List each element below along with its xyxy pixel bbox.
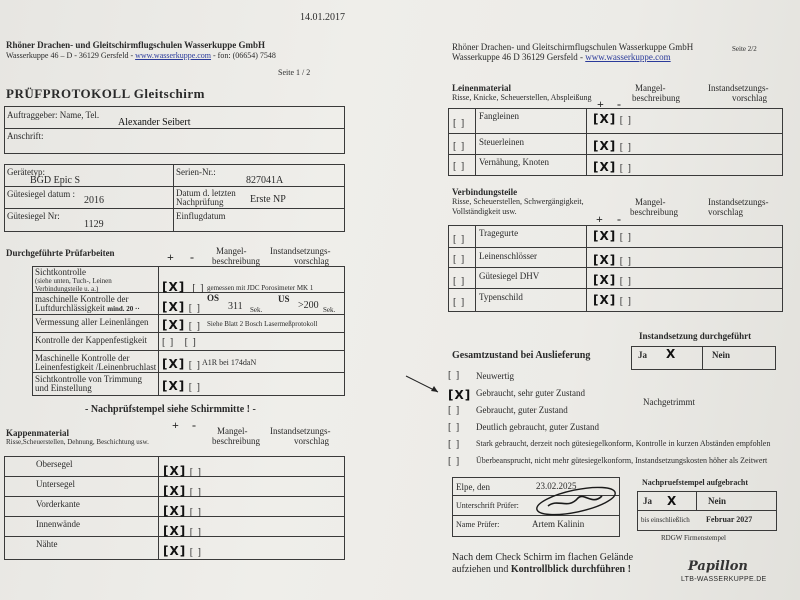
device-type-value: BGD Epic S [30, 175, 80, 186]
connectors-row-box[interactable]: [ ] [453, 276, 466, 287]
condition-box[interactable]: [ ] [448, 439, 461, 450]
plus-sign: + [172, 418, 179, 432]
place-date-value: 23.02.2025 [536, 481, 577, 491]
divider [32, 372, 344, 373]
lines-header: Leinenmaterial [452, 83, 511, 93]
divider [173, 164, 174, 231]
yes-label: Ja [638, 350, 647, 360]
lines-row-box[interactable]: [ ] [453, 118, 466, 129]
defect-header: Mangel- [635, 197, 666, 207]
trim-check-label-2: und Einstellung [35, 383, 92, 393]
divider [448, 133, 782, 134]
minus-sign: - [617, 212, 621, 226]
left-company: Rhöner Drachen- und Gleitschirmflugschulen Wasserkuppe GmbH [6, 40, 265, 50]
divider [448, 267, 782, 268]
valid-until-value: Februar 2027 [706, 515, 753, 524]
divider [448, 154, 782, 155]
yes-label: Ja [643, 496, 652, 506]
trim-check-boxes[interactable]: [X] [ ] [162, 379, 201, 393]
condition-box[interactable]: [ ] [448, 456, 461, 467]
os-value: 311 [228, 301, 243, 312]
repair-done-yes-mark[interactable]: X [666, 347, 676, 361]
us-label: US [278, 294, 290, 304]
repair-header: Instandsetzungs- [708, 197, 769, 207]
canopy-row-boxes[interactable]: [X] [ ] [163, 464, 202, 478]
canopy-header: Kappenmaterial [6, 428, 69, 438]
air-permeability-boxes[interactable]: [X] [ ] [162, 300, 201, 314]
connectors-row-label: Typenschild [479, 292, 523, 302]
os-unit: Sek. [250, 306, 263, 314]
connectors-header: Verbindungsteile [452, 187, 518, 197]
stamp-yes-mark[interactable]: X [667, 494, 677, 508]
repair-header-2: vorschlag [294, 436, 329, 446]
lines-row-boxes[interactable]: [X] [ ] [593, 160, 632, 174]
connectors-row-boxes[interactable]: [X] [ ] [593, 229, 632, 243]
customer-label: Auftraggeber: Name, Tel. [7, 110, 100, 120]
defect-header: Mangel- [635, 83, 666, 93]
minus-sign: - [190, 250, 194, 264]
stamp-header: Nachpruefstempel aufgebracht [642, 478, 748, 487]
left-address-line [6, 51, 276, 60]
plus-sign: + [167, 250, 174, 264]
us-value: >200 [298, 300, 319, 311]
porosimeter-note: gemessen mit JDC Porosimeter MK 1 [207, 284, 314, 292]
repair-header-2: vorschlag [708, 207, 743, 217]
overall-condition-header: Gesamtzustand bei Auslieferung [452, 350, 591, 361]
defect-header-2: beschreibung [632, 93, 680, 103]
visual-check-label: Sichtkontrolle [35, 267, 86, 277]
repair-done-header: Instandsetzung durchgeführt [639, 331, 752, 341]
us-unit: Sek. [323, 306, 336, 314]
divider [475, 225, 476, 311]
lines-row-label: Fangleinen [479, 111, 519, 121]
last-check-value: Erste NP [250, 194, 286, 205]
valid-until-label: bis einschließlich [641, 516, 690, 524]
divider [448, 288, 782, 289]
connectors-row-boxes[interactable]: [X] [ ] [593, 293, 632, 307]
left-page-number: Seite 1 / 2 [278, 68, 311, 77]
repair-header: Instandsetzungs- [270, 426, 331, 436]
minus-sign: - [192, 418, 196, 432]
retrimmed-note: Nachgetrimmt [643, 397, 695, 407]
stamp-note: - Nachprüfstempel siehe Schirmmitte ! - [85, 404, 256, 415]
repair-header: Instandsetzungs- [270, 246, 331, 256]
connectors-sub-2: Vollständigkeit usw. [452, 207, 517, 216]
divider [702, 346, 703, 369]
condition-option: Deutlich gebraucht, guter Zustand [476, 422, 599, 432]
inspection-header: Durchgeführte Prüfarbeiten [6, 248, 115, 258]
left-website-link[interactable]: www.wasserkuppe.com [135, 51, 212, 60]
air-permeability-label: maschinelle Kontrolle der [35, 294, 129, 304]
connectors-row-label: Leinenschlösser [479, 251, 537, 261]
divider [32, 332, 344, 333]
lines-row-label: Vernähung, Knoten [479, 157, 549, 167]
seal-date-value: 2016 [84, 195, 104, 206]
lines-row-label: Steuerleinen [479, 137, 524, 147]
address-label: Anschrift: [7, 131, 44, 141]
line-strength-label: Maschinelle Kontrolle der [35, 353, 130, 363]
condition-option: Neuwertig [476, 371, 514, 381]
arrow-icon [404, 374, 442, 396]
trim-check-label: Sichtkontrolle von Trimmung [35, 374, 143, 384]
canopy-row-boxes[interactable]: [X] [ ] [163, 544, 202, 558]
connectors-row-label: Tragegurte [479, 228, 519, 238]
condition-box[interactable]: [ ] [448, 405, 461, 416]
serial-label: Serien-Nr.: [176, 167, 216, 177]
condition-box[interactable]: [X] [448, 388, 472, 402]
connectors-row-box[interactable]: [ ] [453, 297, 466, 308]
defect-header-2: beschreibung [212, 436, 260, 446]
lines-row-boxes[interactable]: [X] [ ] [593, 112, 632, 126]
minus-sign: - [617, 97, 621, 111]
visual-check-sub: (siehe unten, Tuch-, Leinen [35, 277, 112, 285]
divider [158, 456, 159, 559]
canopy-row-label: Untersegel [36, 479, 75, 489]
visual-check-boxes[interactable]: [X] [ ] [162, 280, 205, 294]
plus-sign: + [596, 212, 603, 226]
right-website-link[interactable]: www.wasserkuppe.com [585, 52, 671, 62]
left-fon: - fon: (06654) 7548 [213, 51, 276, 60]
seal-date-label: Gütesiegel datum : [7, 189, 75, 199]
protocol-title: PRÜFPROTOKOLL Gleitschirm [6, 86, 205, 101]
defect-header: Mangel- [216, 246, 247, 256]
laser-note: Siehe Blatt 2 Bosch Lasermeßprotokoll [207, 320, 318, 328]
defect-header: Mangel- [217, 426, 248, 436]
no-label: Nein [708, 496, 726, 506]
connectors-row-box[interactable]: [ ] [453, 254, 466, 265]
repair-header-2: vorschlag [732, 93, 767, 103]
right-address-line [452, 52, 671, 62]
lines-row-boxes[interactable]: [X] [ ] [593, 139, 632, 153]
canopy-row-label: Obersegel [36, 459, 73, 469]
signature-image [528, 484, 618, 518]
air-permeability-label-2: Luftdurchlässigkeit mind. 20 ·· [35, 303, 140, 313]
defect-header-2: beschreibung [630, 207, 678, 217]
canopy-strength-boxes[interactable]: [ ] [ ] [162, 337, 197, 348]
divider [475, 108, 476, 175]
connectors-row-box[interactable]: [ ] [453, 234, 466, 245]
connectors-row-boxes[interactable]: [X] [ ] [593, 253, 632, 267]
divider [448, 247, 782, 248]
inspector-name-value: Artem Kalinin [532, 519, 585, 529]
no-label: Nein [712, 350, 730, 360]
seal-number-value: 1129 [84, 219, 104, 230]
right-company: Rhöner Drachen- und Gleitschirmflugschulen Wasserkuppe GmbH [452, 42, 694, 52]
last-check-label: Datum d. letzten [176, 188, 236, 198]
condition-option: Gebraucht, guter Zustand [476, 405, 568, 415]
canopy-strength-label: Kontrolle der Kappenfestigkeit [35, 335, 147, 345]
divider [586, 108, 587, 175]
divider [4, 208, 344, 209]
brand-website: LTB-WASSERKUPPE.DE [681, 576, 767, 583]
condition-box[interactable]: [ ] [448, 422, 461, 433]
condition-option: Gebraucht, sehr guter Zustand [476, 388, 585, 398]
canopy-row-boxes[interactable]: [X] [ ] [163, 504, 202, 518]
top-date: 14.01.2017 [300, 12, 345, 23]
left-address: Wasserkuppe 46 – D - 36129 Gersfeld - [6, 51, 134, 60]
condition-box[interactable]: [ ] [448, 370, 461, 381]
right-page-number: Seite 2/2 [732, 45, 757, 53]
divider [4, 186, 344, 187]
repair-header-2: vorschlag [294, 256, 329, 266]
divider [4, 128, 344, 129]
lines-row-box[interactable]: [ ] [453, 141, 466, 152]
canopy-row-label: Vorderkante [36, 499, 80, 509]
defect-header-2: beschreibung [212, 256, 260, 266]
seal-number-label: Gütesiegel Nr: [7, 211, 60, 221]
serial-value: 827041A [246, 175, 284, 186]
divider [586, 225, 587, 311]
condition-option: Stark gebraucht, derzeit noch gütesiegelkonform, Kontrolle in kurzen Abständen empfohlen [476, 439, 771, 448]
breaking-load-note: A1R bei 174daN [202, 358, 257, 367]
inspector-name-label: Name Prüfer: [456, 520, 500, 529]
divider [637, 510, 776, 511]
footer-line-2: aufziehen und Kontrollblick durchführen ! [452, 564, 631, 575]
os-label: OS [207, 293, 220, 303]
place-date-label: Elpe, den [456, 482, 490, 492]
canopy-row-boxes[interactable]: [X] [ ] [163, 484, 202, 498]
connectors-row-label: Gütesiegel DHV [479, 271, 540, 281]
canopy-row-boxes[interactable]: [X] [ ] [163, 524, 202, 538]
footer-line-1: Nach dem Check Schirm im flachen Gelände [452, 552, 634, 563]
line-measure-label: Vermessung aller Leinenlängen [35, 317, 149, 327]
lines-row-box[interactable]: [ ] [453, 161, 466, 172]
last-check-label-2: Nachprüfung [176, 197, 224, 207]
line-strength-boxes[interactable]: [X] [ ] [162, 357, 201, 371]
line-strength-label-2: Leinenfestigkeit /Leinenbruchlast [35, 362, 157, 372]
canopy-sub: Risse,Scheuerstellen, Dehnung, Beschichtung usw. [6, 438, 149, 446]
device-type-label: Gerätetyp: [7, 167, 45, 177]
lines-sub: Risse, Knicke, Scheuerstellen, Abspleißung [452, 93, 592, 102]
stamp-box [637, 491, 777, 531]
plus-sign: + [597, 97, 604, 111]
divider [696, 491, 697, 511]
repair-header: Instandsetzungs- [708, 83, 769, 93]
divider [158, 266, 159, 395]
company-stamp-label: RDGW Firmenstempel [661, 534, 727, 542]
canopy-row-label: Innenwände [36, 519, 80, 529]
brand-logo: Papillon [688, 559, 748, 574]
customer-value: Alexander Seibert [118, 117, 191, 128]
signature-label: Unterschrift Prüfer: [456, 501, 519, 510]
repair-done-box [631, 346, 776, 370]
connectors-sub: Risse, Scheuerstellen, Schwergängigkeit, [452, 197, 584, 206]
divider [32, 350, 344, 351]
connectors-row-boxes[interactable]: [X] [ ] [593, 273, 632, 287]
visual-check-sub-2: Verbindungsteile u. a.) [35, 285, 99, 293]
first-flight-label: Einflugdatum [176, 211, 226, 221]
canopy-row-label: Nähte [36, 539, 58, 549]
right-address: Wasserkuppe 46 D 36129 Gersfeld - [452, 52, 583, 62]
line-measure-boxes[interactable]: [X] [ ] [162, 318, 201, 332]
condition-option: Überbeansprucht, nicht mehr gütesiegelkonform, Instandsetzungskosten höher als Zeitwert [476, 456, 768, 465]
divider [32, 314, 344, 315]
